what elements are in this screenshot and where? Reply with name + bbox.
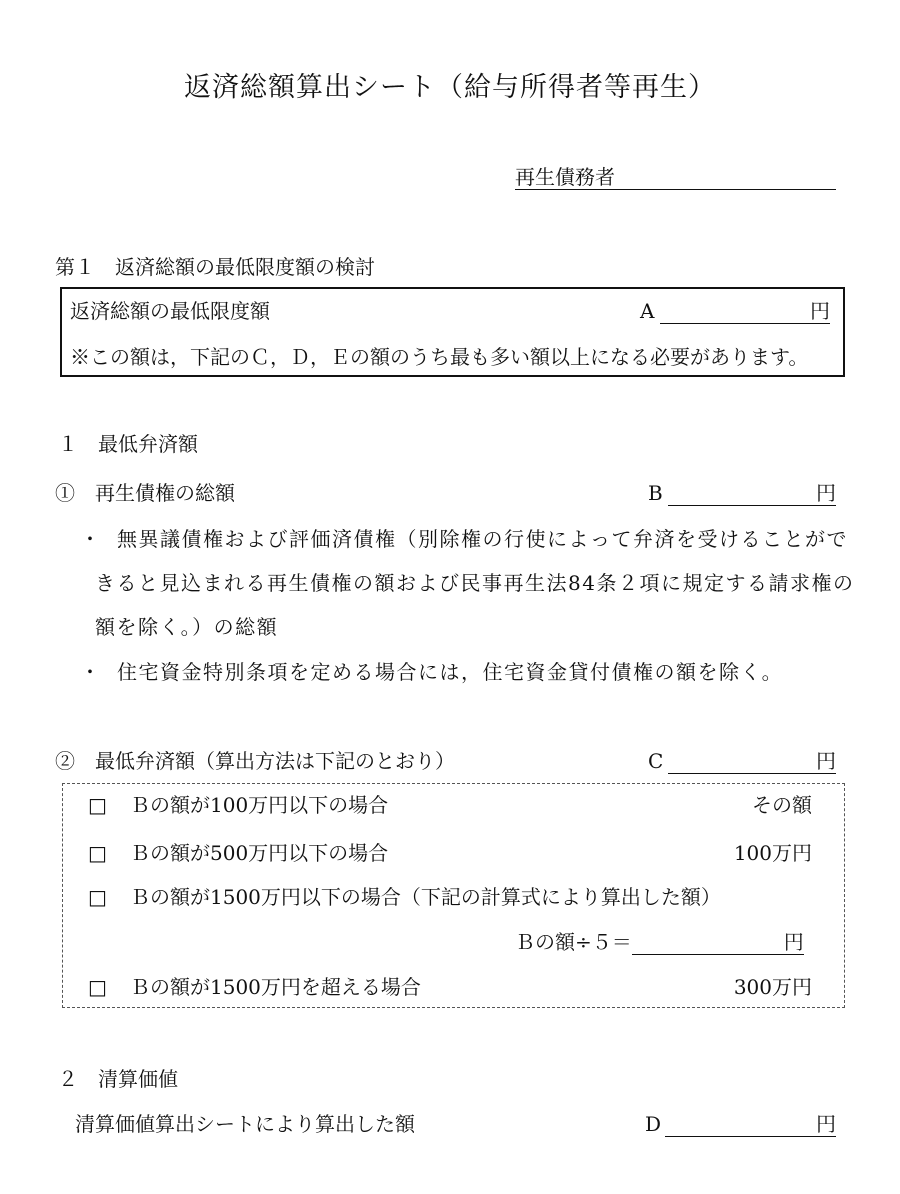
- amount-a-row: [640, 299, 830, 324]
- amount-d-field[interactable]: [665, 1112, 836, 1137]
- checkbox-icon[interactable]: □: [88, 793, 107, 817]
- minimum-total-label: 返済総額の最低限度額: [70, 299, 270, 323]
- option-condition: Ｂの額が1500万円以下の場合（下記の計算式により算出した額）: [130, 885, 721, 909]
- amount-b-row: [648, 481, 836, 506]
- checkbox-icon[interactable]: □: [88, 975, 107, 999]
- amount-b-letter: B: [648, 481, 663, 505]
- minimum-payment-heading: １ 最低弁済額: [58, 432, 198, 456]
- formula-unit: 円: [783, 930, 804, 954]
- amount-d-row: [645, 1112, 836, 1137]
- liquidation-value-label: 清算価値算出シートにより算出した額: [75, 1112, 415, 1136]
- minimum-total-note: ※この額は，下記のＣ，Ｄ，Ｅの額のうち最も多い額以上になる必要があります。: [70, 345, 809, 369]
- page-title: 返済総額算出シート（給与所得者等再生）: [184, 72, 716, 103]
- claims-total-label: ① 再生債権の総額: [55, 481, 235, 505]
- debtor-label: 再生債務者: [515, 165, 615, 189]
- amount-c-row: [648, 749, 836, 774]
- bullet-marker: ・: [80, 527, 100, 551]
- bullet-line: 無異議債権および評価済債権（別除権の行使によって弁済を受けることがで: [117, 527, 848, 551]
- amount-a-field[interactable]: [660, 299, 830, 324]
- amount-a-letter: A: [640, 299, 655, 323]
- option-condition: Ｂの額が1500万円を超える場合: [130, 975, 421, 999]
- formula-expression: Ｂの額÷５＝: [515, 930, 632, 954]
- formula-row: [515, 930, 804, 955]
- amount-b-field[interactable]: [668, 481, 836, 506]
- checkbox-icon[interactable]: □: [88, 841, 107, 865]
- formula-result-field[interactable]: [632, 930, 804, 955]
- calculated-payment-label: ② 最低弁済額（算出方法は下記のとおり）: [55, 749, 455, 773]
- bullet-marker: ・: [80, 660, 100, 684]
- amount-c-field[interactable]: [668, 749, 836, 774]
- liquidation-value-heading: ２ 清算価値: [58, 1067, 178, 1091]
- amount-d-unit: 円: [816, 1112, 836, 1136]
- bullet-line: 住宅資金特別条項を定める場合には，住宅資金貸付債権の額を除く。: [117, 660, 784, 684]
- amount-d-letter: D: [645, 1112, 662, 1136]
- bullet-line: 額を除く。）の総額: [95, 615, 279, 639]
- debtor-name-field[interactable]: [515, 165, 836, 190]
- amount-c-letter: C: [648, 749, 664, 773]
- option-amount: 100万円: [733, 841, 812, 865]
- amount-a-unit: 円: [810, 299, 830, 323]
- option-amount: 300万円: [733, 975, 812, 999]
- bullet-line: きると見込まれる再生債権の額および民事再生法84条２項に規定する請求権の: [95, 571, 855, 595]
- option-condition: Ｂの額が500万円以下の場合: [130, 841, 389, 865]
- amount-c-unit: 円: [816, 749, 836, 773]
- option-condition: Ｂの額が100万円以下の場合: [130, 793, 389, 817]
- section1-heading: 第１ 返済総額の最低限度額の検討: [55, 255, 375, 279]
- amount-b-unit: 円: [816, 481, 836, 505]
- checkbox-icon[interactable]: □: [88, 885, 107, 909]
- option-amount: その額: [752, 793, 812, 817]
